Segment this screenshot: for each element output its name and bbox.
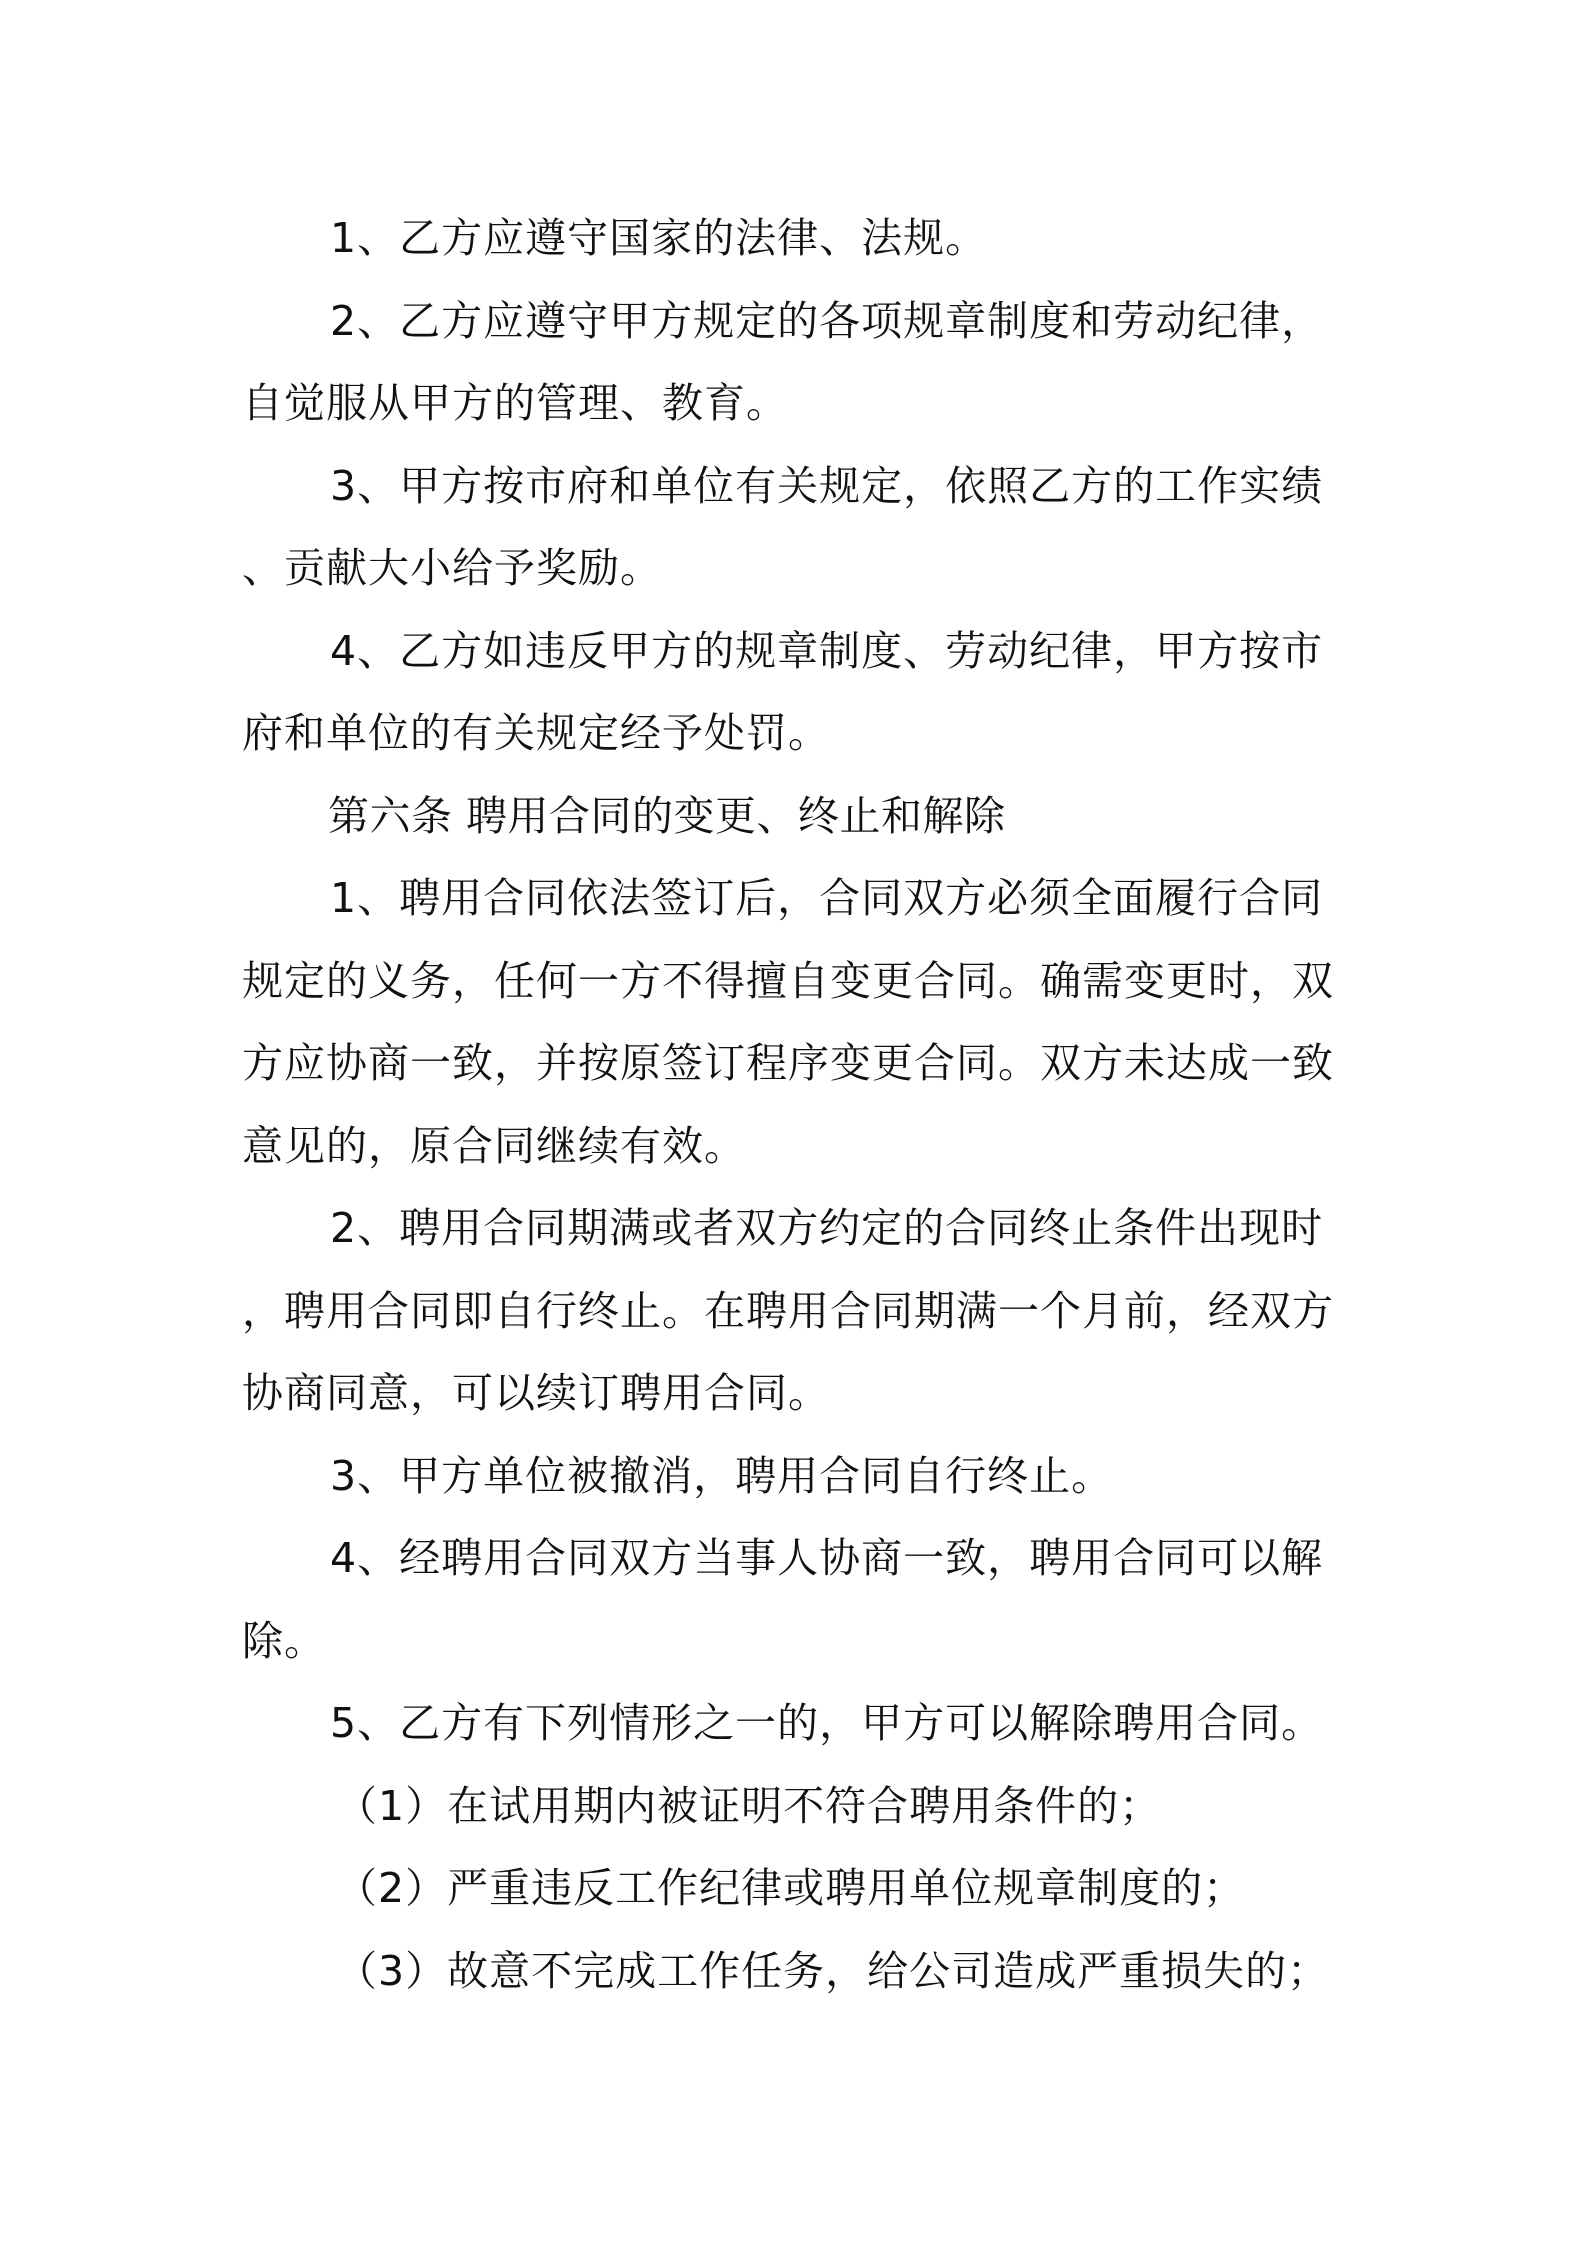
clause-line: 3、甲方单位被撤消，聘用合同自行终止。 (330, 1451, 1114, 1500)
document-body (242, 197, 1352, 2012)
clause-line: 意见的，原合同继续有效。 (242, 1121, 746, 1170)
sub-item-line: （1）在试用期内被证明不符合聘用条件的； (336, 1781, 1162, 1830)
clause-line: 1、聘用合同依法签订后，合同双方必须全面履行合同 (330, 874, 1324, 922)
clause-line: 5、乙方有下列情形之一的，甲方可以解除聘用合同。 (330, 1699, 1324, 1747)
clause-line: 2、乙方应遵守甲方规定的各项规章制度和劳动纪律， (330, 296, 1324, 345)
section-heading: 第六条 聘用合同的变更、终止和解除 (328, 791, 1006, 840)
clause-line: 1、乙方应遵守国家的法律、法规。 (330, 214, 988, 262)
clause-line: 除。 (242, 1616, 326, 1665)
clause-line: 府和单位的有关规定经予处罚。 (242, 709, 830, 757)
clause-line: 4、经聘用合同双方当事人协商一致，聘用合同可以解 (330, 1534, 1324, 1582)
clause-line: 方应协商一致，并按原签订程序变更合同。双方未达成一致 (242, 1039, 1334, 1087)
clause-line: 3、甲方按市府和单位有关规定，依照乙方的工作实绩 (330, 461, 1324, 510)
sub-item-line: （2）严重违反工作纪律或聘用单位规章制度的； (336, 1864, 1246, 1912)
clause-line: 协商同意，可以续订聘用合同。 (242, 1369, 830, 1417)
sub-item-line: （3）故意不完成工作任务，给公司造成严重损失的； (336, 1946, 1330, 1995)
clause-line: 4、乙方如违反甲方的规章制度、劳动纪律，甲方按市 (330, 626, 1324, 675)
clause-line: 规定的义务，任何一方不得擅自变更合同。确需变更时，双 (242, 956, 1334, 1005)
clause-line: 自觉服从甲方的管理、教育。 (242, 379, 788, 427)
clause-line: 2、聘用合同期满或者双方约定的合同终止条件出现时 (330, 1204, 1324, 1252)
clause-line: 、贡献大小给予奖励。 (242, 544, 662, 592)
clause-line: ，聘用合同即自行终止。在聘用合同期满一个月前，经双方 (242, 1286, 1334, 1335)
